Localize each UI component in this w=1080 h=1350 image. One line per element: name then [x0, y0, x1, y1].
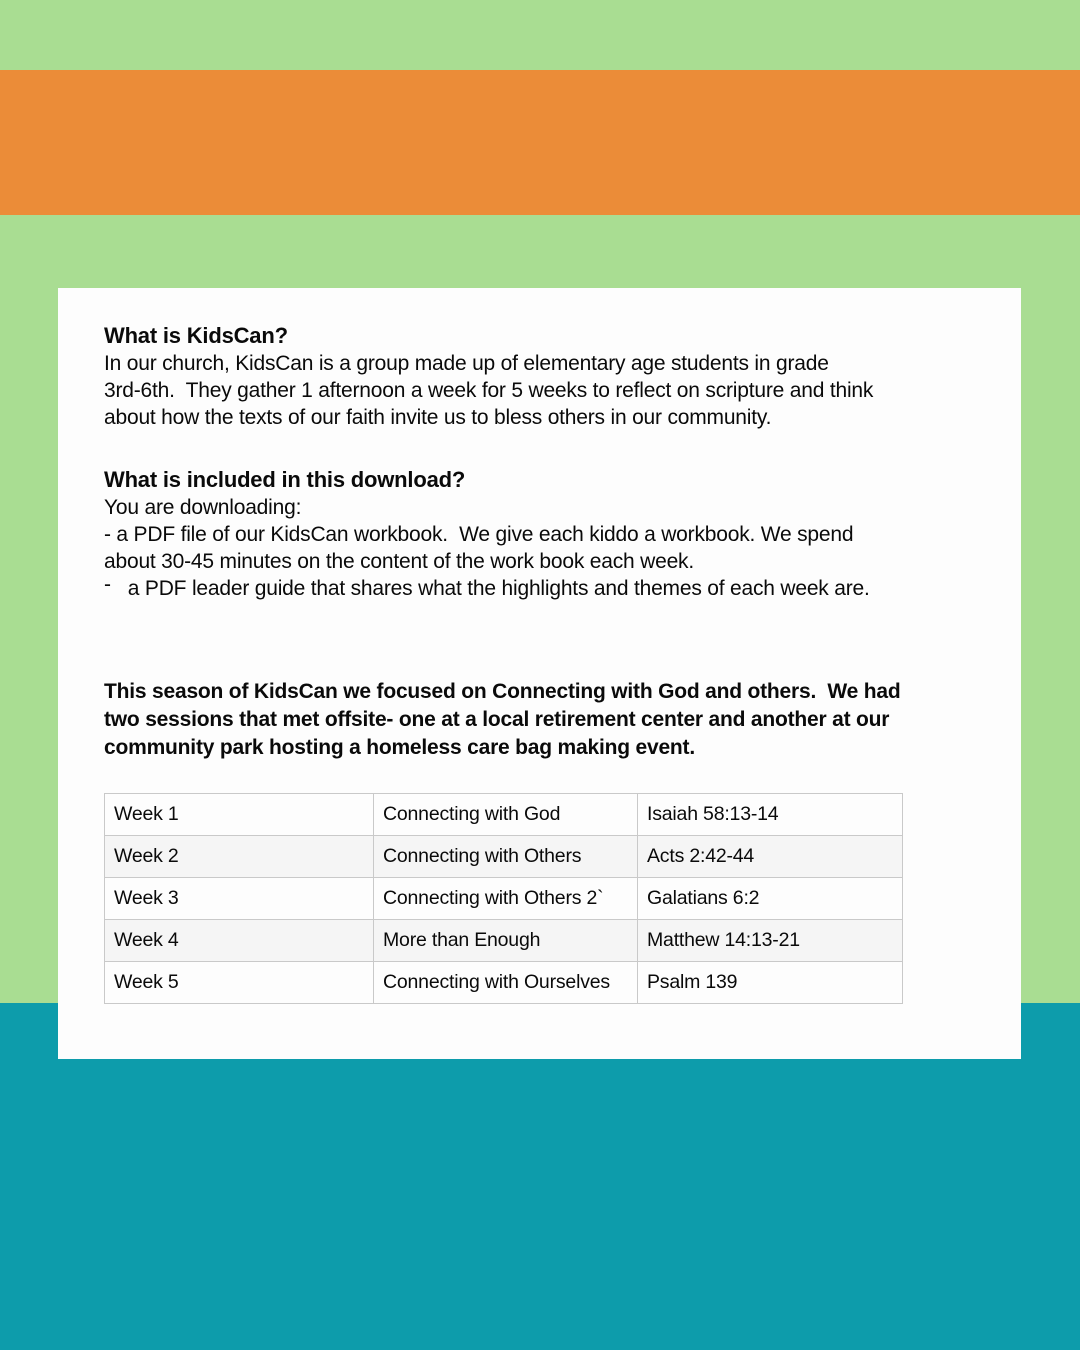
download-item-leader-guide-text: a PDF leader guide that shares what the highlights and themes of each week are. — [127, 577, 870, 600]
theme-cell: More than Enough — [374, 920, 638, 962]
kidscan-heading: What is KidsCan? — [104, 323, 288, 348]
download-lead: You are downloading: — [104, 496, 302, 519]
table-row — [105, 836, 903, 878]
scripture-cell: Psalm 139 — [638, 962, 903, 1004]
theme-cell: Connecting with Ourselves — [374, 962, 638, 1004]
content-card — [58, 288, 1021, 1059]
scripture-cell: Acts 2:42-44 — [638, 836, 903, 878]
table-row — [105, 878, 903, 920]
week-cell: Week 2 — [105, 836, 374, 878]
kidscan-description: In our church, KidsCan is a group made up of elementary age students in grade 3rd-6th. They gather 1 afternoon a week for 5 weeks to reflect on scripture and think about how the texts of our faith invite us to bless others in our community. — [104, 352, 874, 429]
download-heading: What is included in this download? — [104, 467, 466, 492]
table-row — [105, 962, 903, 1004]
season-summary: This season of KidsCan we focused on Connecting with God and others. We had two sessions that met offsite- one at a local retirement center and another at our community park hosting a homeless care bag making event. — [104, 680, 901, 759]
scripture-cell: Matthew 14:13-21 — [638, 920, 903, 962]
scripture-cell: Isaiah 58:13-14 — [638, 794, 903, 836]
schedule-table — [104, 793, 903, 1004]
download-item-leader-guide — [104, 575, 979, 602]
table-row — [105, 920, 903, 962]
orange-band — [0, 70, 1080, 215]
download-section — [104, 466, 979, 602]
theme-cell: Connecting with Others 2` — [374, 878, 638, 920]
theme-cell: Connecting with Others — [374, 836, 638, 878]
dash-bullet: - — [104, 573, 111, 596]
table-row — [105, 794, 903, 836]
scripture-cell: Galatians 6:2 — [638, 878, 903, 920]
week-cell: Week 3 — [105, 878, 374, 920]
week-cell: Week 5 — [105, 962, 374, 1004]
theme-cell: Connecting with God — [374, 794, 638, 836]
download-item-workbook: - a PDF file of our KidsCan workbook. We give each kiddo a workbook. We spend about 30-45 minutes on the content of the work book each week. — [104, 523, 854, 573]
week-cell: Week 1 — [105, 794, 374, 836]
week-cell: Week 4 — [105, 920, 374, 962]
